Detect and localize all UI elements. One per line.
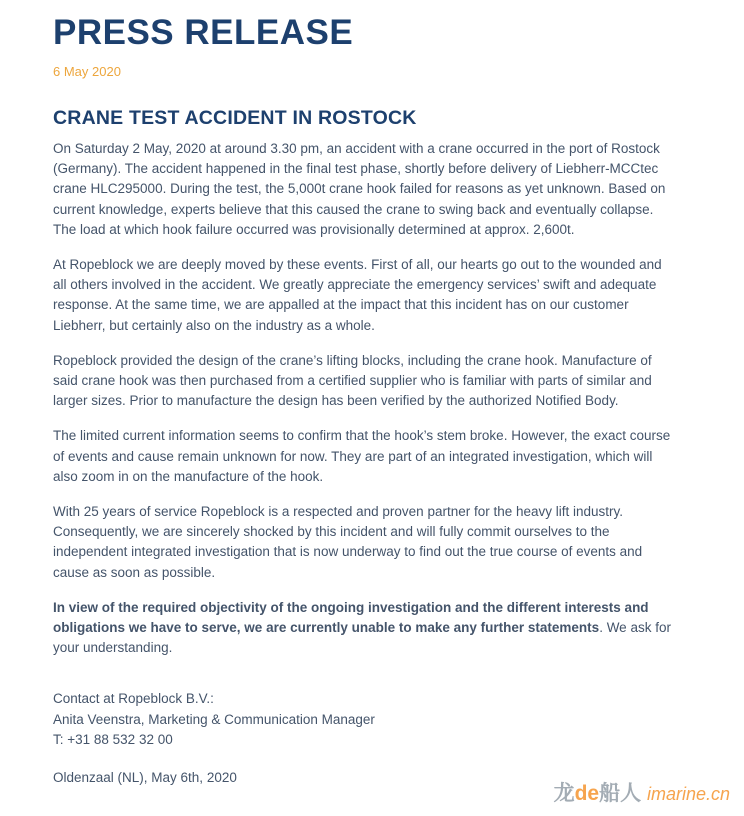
closing-statement-regular: . We ask for your understanding. [53, 620, 671, 656]
contact-phone: T: +31 88 532 32 00 [53, 731, 173, 747]
article-body [53, 139, 675, 658]
watermark-cn-first: 龙 [553, 782, 575, 805]
watermark-cn-second: 船人 [599, 782, 642, 805]
release-date: 6 May 2020 [53, 64, 121, 79]
watermark-site: imarine.cn [646, 784, 730, 804]
body-paragraph: The limited current information seems to confirm that the hook’s stem broke. However, the exact course of events and cause remain unknown for now. They are part of an integrated investigation, which will also zoom in on the manufacture of the hook. [53, 428, 671, 484]
watermark [554, 782, 730, 806]
press-release-title: PRESS RELEASE [53, 13, 354, 52]
dateline: Oldenzaal (NL), May 6th, 2020 [53, 770, 237, 786]
document-content [53, 0, 675, 788]
body-paragraph: With 25 years of service Ropeblock is a respected and proven partner for the heavy lift industry. Consequently, we are sincerely shocked by this incident and will fully commit ourselves to the independent integrated investigation that is now underway to find out the true course of events and cause as soon as possible. [53, 504, 643, 580]
contact-person: Anita Veenstra, Marketing & Communication Manager [53, 711, 375, 727]
contact-block [53, 689, 675, 750]
body-paragraph: Ropeblock provided the design of the crane’s lifting blocks, including the crane hook. Manufacture of said crane hook was then purchased from a certified supplier who is familiar with parts of similar and larger sizes. Prior to manufacture the design has been verified by the authorized Notified Body. [53, 352, 652, 409]
body-paragraph: At Ropeblock we are deeply moved by these events. First of all, our hearts go out to the wounded and all others involved in the accident. We greatly appreciate the emergency services’ swift and adequate response. At the same time, we are appalled at the impact that this incident has on our customer Liebherr, but certainly also on the industry as a whole. [53, 257, 662, 333]
body-paragraph: On Saturday 2 May, 2020 at around 3.30 pm, an accident with a crane occurred in the port of Rostock (Germany). The accident happened in the final test phase, shortly before delivery of Liebherr-MCCtec crane HLC295000. During the test, the 5,000t crane hook failed for reasons as yet unknown. Based on current knowledge, experts believe that this caused the crane to swing back and eventually collapse. The load at which hook failure occurred was provisionally determined at approx. 2,600t. [53, 141, 666, 237]
closing-statement-bold: In view of the required objectivity of the ongoing investigation and the different interests and obligations we have to serve, we are currently unable to make any further statements [53, 599, 649, 636]
closing-statement [53, 598, 675, 659]
contact-intro: Contact at Ropeblock B.V.: [53, 691, 214, 707]
watermark-latin-mid: de [574, 782, 600, 805]
article-headline: CRANE TEST ACCIDENT IN ROSTOCK [53, 107, 417, 129]
